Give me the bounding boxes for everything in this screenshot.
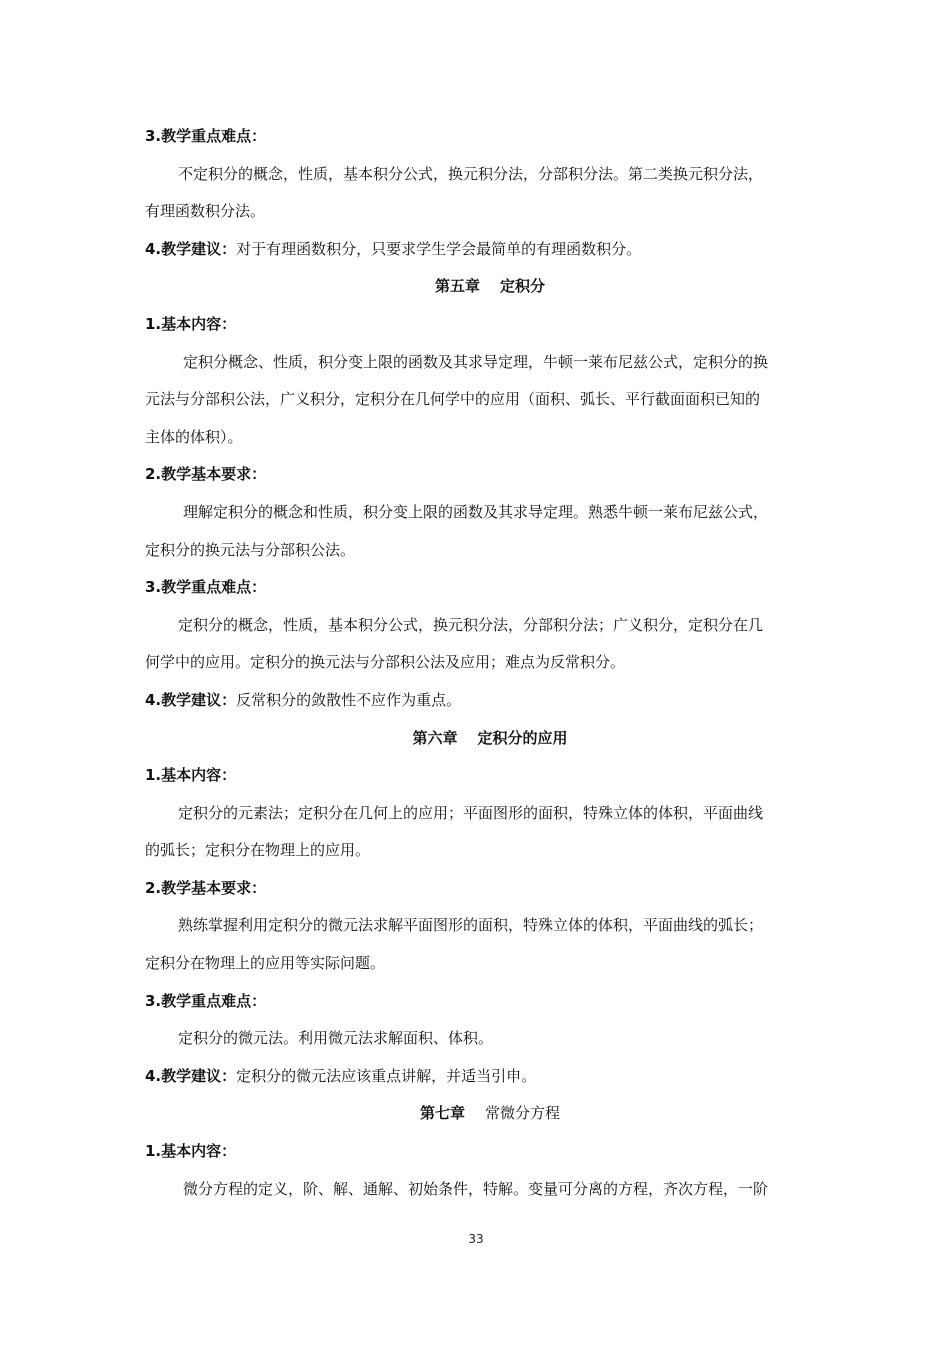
paragraph-line: 元法与分部积公法，广义积分，定积分在几何学中的应用（面积、弧长、平行截面面积已知的 (145, 390, 761, 409)
basic-content-heading: 1.基本内容： (145, 766, 237, 785)
basic-content-heading: 1.基本内容： (145, 1142, 237, 1161)
requirements-heading: 2.教学基本要求： (145, 465, 267, 484)
requirements-heading: 2.教学基本要求： (145, 878, 267, 897)
advice-label: 4.教学建议： (145, 690, 237, 709)
advice-text: 反常积分的敛散性不应作为重点。 (236, 690, 462, 709)
paragraph-line: 定积分的概念，性质，基本积分公式，换元积分法，分部积分法；广义积分，定积分在几 (178, 615, 764, 634)
paragraph-line: 主体的体积）。 (145, 427, 243, 446)
advice-text: 对于有理函数积分，只要求学生学会最简单的有理函数积分。 (236, 239, 642, 258)
chapter-title (145, 720, 835, 758)
key-points-heading: 3.教学重点难点： (145, 578, 267, 597)
chapter-number: 第七章 (419, 1104, 465, 1123)
paragraph-line: 定积分在物理上的应用等实际问题。 (145, 954, 386, 973)
paragraph-line: 的弧长；定积分在物理上的应用。 (145, 841, 371, 860)
paragraph-line: 不定积分的概念，性质，基本积分公式，换元积分法，分部积分法。第二类换元积分法， (178, 164, 764, 183)
paragraph-line: 何学中的应用。定积分的换元法与分部积公法及应用；难点为反常积分。 (145, 653, 626, 672)
page-content (145, 118, 835, 1208)
paragraph-line: 微分方程的定义，阶、解、通解、初始条件，特解。变量可分离的方程，齐次方程，一阶 (183, 1179, 769, 1198)
paragraph-line: 定积分概念、性质，积分变上限的函数及其求导定理，牛顿一莱布尼兹公式，定积分的换 (183, 352, 769, 371)
advice-label: 4.教学建议： (145, 239, 237, 258)
paragraph-line: 理解定积分的概念和性质，积分变上限的函数及其求导定理。熟悉牛顿一莱布尼兹公式， (183, 502, 769, 521)
paragraph-line: 有理函数积分法。 (145, 202, 266, 221)
advice-text: 定积分的微元法应该重点讲解，并适当引申。 (236, 1066, 537, 1085)
chapter-title (145, 1095, 835, 1133)
paragraph-line: 定积分的换元法与分部积公法。 (145, 540, 356, 559)
page-number: 33 (468, 1232, 484, 1246)
advice-line (145, 1058, 835, 1096)
basic-content-heading: 1.基本内容： (145, 314, 237, 333)
advice-line (145, 231, 835, 269)
advice-label: 4.教学建议： (145, 1066, 237, 1085)
chapter-name: 常微分方程 (485, 1104, 561, 1123)
chapter-title (145, 268, 835, 306)
chapter-name: 定积分的应用 (477, 728, 568, 747)
paragraph-line: 定积分的微元法。利用微元法求解面积、体积。 (178, 1029, 494, 1048)
paragraph-line: 熟练掌握利用定积分的微元法求解平面图形的面积，特殊立体的体积，平面曲线的弧长； (178, 916, 764, 935)
advice-line (145, 682, 835, 720)
chapter-number: 第五章 (434, 277, 480, 296)
chapter-name: 定积分 (500, 277, 546, 296)
paragraph-line: 定积分的元素法；定积分在几何上的应用；平面图形的面积，特殊立体的体积，平面曲线 (178, 803, 764, 822)
key-points-heading: 3.教学重点难点： (145, 991, 267, 1010)
key-points-heading: 3.教学重点难点： (145, 127, 267, 145)
chapter-number: 第六章 (412, 728, 458, 747)
